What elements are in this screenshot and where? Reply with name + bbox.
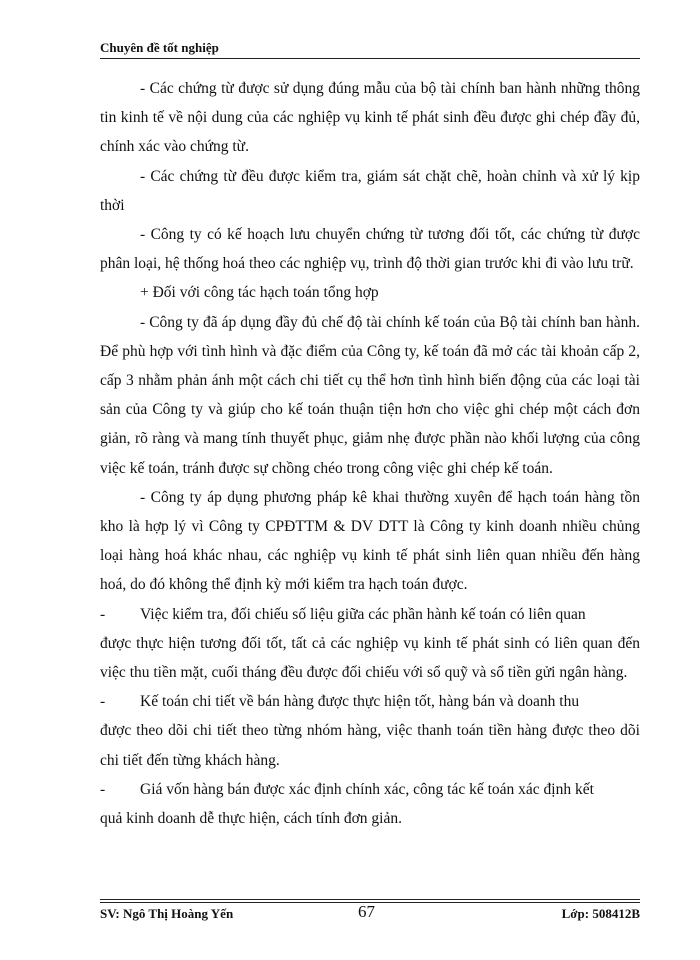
paragraph-documents-checked: - Các chứng từ đều được kiểm tra, giám sát chặt chẽ, hoàn chỉnh và xử lý kịp thời [100,167,640,214]
bullet-first-line: Việc kiểm tra, đối chiếu số liệu giữa các phần hành kế toán có liên quan [140,605,586,623]
footer-class: Lớp: 508412B [561,906,640,921]
page-header [100,40,640,56]
bullet-continuation: được thực hiện tương đối tốt, tất cả các nghiệp vụ kinh tế phát sinh có liên quan đến việc thu tiền mặt, cuối tháng đều được đối chiếu với sổ quỹ và sổ tiền gửi ngân hàng. [100,634,640,682]
bullet-dash: - [100,693,106,711]
paragraph-documents-standard: - Các chứng từ được sử dụng đúng mẫu của bộ tài chính ban hành những thông tin kinh tế về nội dung của các nghiệp vụ kinh tế phát sinh đều được ghi chép đầy đủ, chính xác vào chứng từ. [100,80,640,156]
section-heading-general-accounting: + Đối với công tác hạch toán tổng hợp [140,284,379,302]
header-divider [100,58,640,59]
page-footer [100,904,640,924]
bullet-dash: - [100,780,106,798]
bullet-first-line: Kế toán chi tiết về bán hàng được thực hiện tốt, hàng bán và doanh thu [140,693,580,711]
bullet-item [100,775,640,833]
paragraph-documents-flow: - Công ty có kế hoạch lưu chuyển chứng từ tương đối tốt, các chứng từ được phân loại, hệ thống hoá theo các nghiệp vụ, trình độ thời gian trước khi đi vào lưu trữ. [100,226,640,273]
bullet-continuation: quả kinh doanh dễ thực hiện, cách tính đơn giản. [100,810,402,828]
footer-divider [100,899,640,900]
bullet-item [100,600,640,688]
page-number: 67 [358,902,375,921]
bullet-dash: - [100,605,106,623]
bullet-item [100,687,640,775]
footer-student-name: SV: Ngô Thị Hoàng Yến [100,906,234,921]
bullet-first-line: Giá vốn hàng bán được xác định chính xác, công tác kế toán xác định kết [140,780,594,798]
header-title: Chuyên đề tốt nghiệp [100,40,219,55]
paragraph-accounting-regime: - Công ty đã áp dụng đầy đủ chế độ tài chính kế toán của Bộ tài chính ban hành. Để phù hợp với tình hình và đặc điểm của Công ty, kế toán đã mở các tài khoản cấp 2, cấp 3 nhằm phản ánh một cách chi tiết cụ thể hơn tình hình biến động của các loại tài sản của Công ty và giúp cho kế toán thuận tiện hơn cho việc ghi chép một cách đơn giản, rõ ràng và mang tính thuyết phục, giảm nhẹ được phần nào khối lượng của công việc kế toán, tránh được sự chồng chéo trong công việc ghi chép kế toán. [100,313,640,477]
document-body [100,74,640,833]
bullet-continuation: được theo dõi chi tiết theo từng nhóm hàng, việc thanh toán tiền hàng được theo dõi chi tiết đến từng khách hàng. [100,722,640,769]
paragraph-inventory-method: - Công ty áp dụng phương pháp kê khai thường xuyên để hạch toán hàng tồn kho là hợp lý vì Công ty CPĐTTM & DV DTT là Công ty kinh doanh nhiều chủng loại hàng hoá khác nhau, các nghiệp vụ kinh tế phát sinh liên quan nhiều đến hàng hoá, do đó không thể định kỳ mới kiểm tra hạch toán được. [100,488,640,594]
